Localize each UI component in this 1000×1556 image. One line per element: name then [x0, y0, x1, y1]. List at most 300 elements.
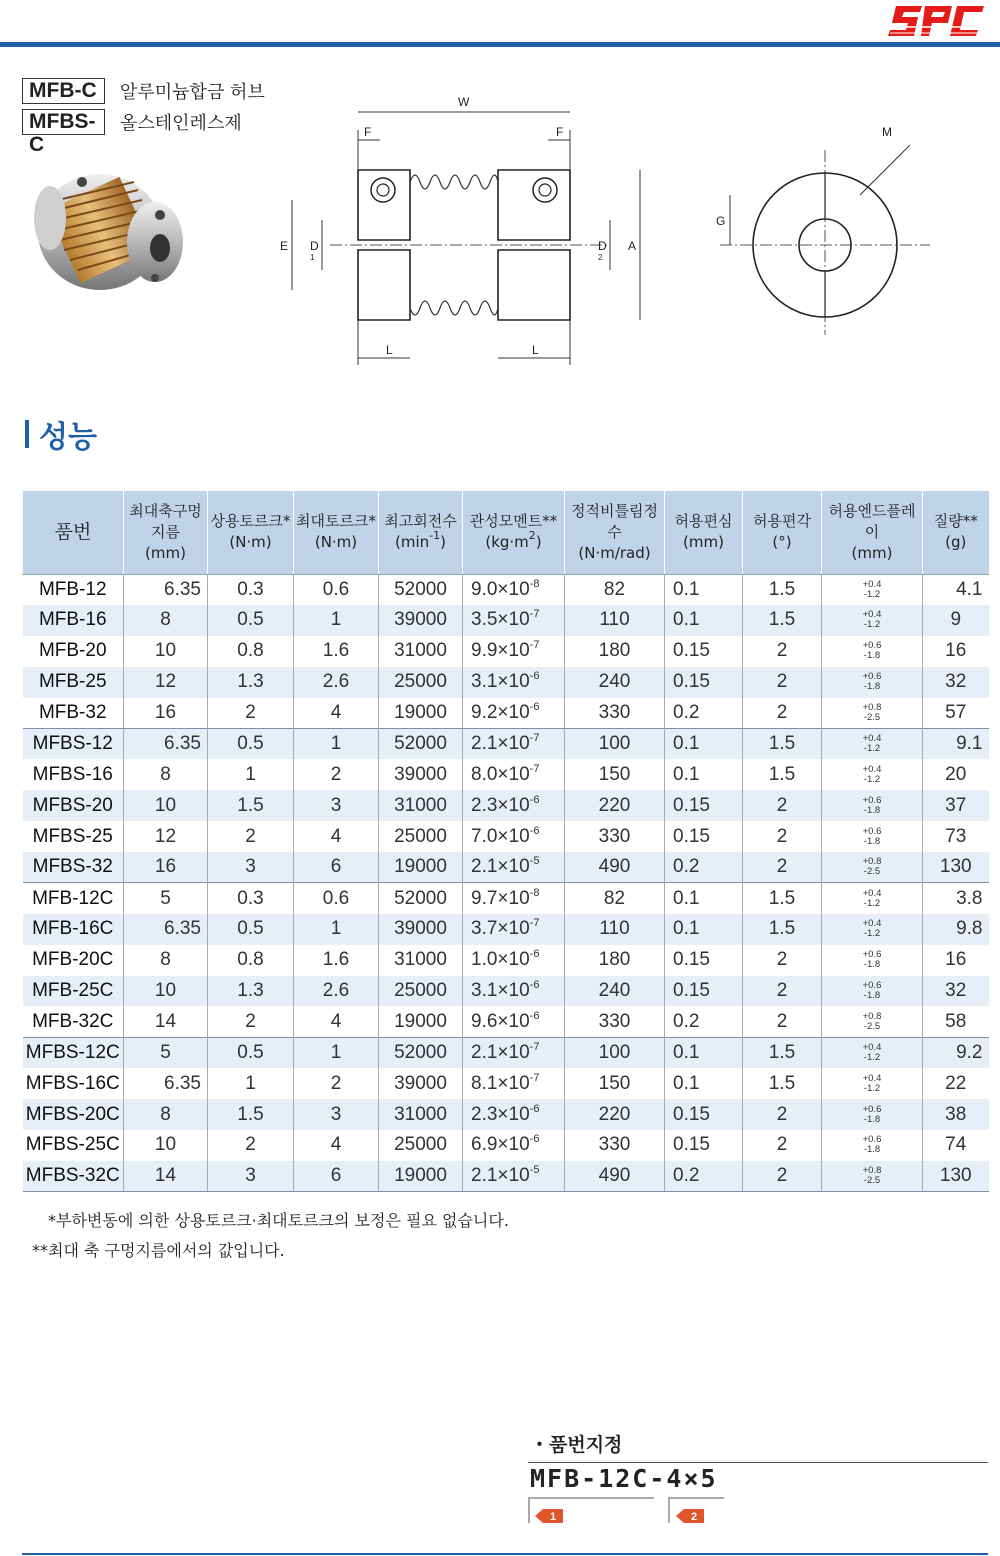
- inertia-times: ×10: [497, 794, 530, 816]
- table-row: [23, 1037, 989, 1068]
- part-number-cell: MFB-20: [38, 640, 107, 662]
- max-bore-cell: 6.35: [124, 1068, 208, 1099]
- table-row: [23, 945, 989, 976]
- tolerance-plus: +0.8: [862, 1165, 882, 1177]
- inertia-cell: [463, 945, 565, 976]
- max-speed-cell: 39000: [379, 914, 463, 945]
- column-header-unit: [208, 532, 293, 553]
- inertia-mantissa: 3.7: [471, 918, 498, 940]
- max-speed-cell: 31000: [379, 790, 463, 821]
- part-number-cell: MFBS-32C: [23, 1161, 124, 1192]
- section-bar: [25, 420, 29, 448]
- max-torque-cell: 1: [294, 914, 379, 945]
- section-performance: [25, 414, 97, 454]
- max-speed-cell: 52000: [379, 883, 463, 914]
- column-header-unit: [822, 543, 922, 564]
- column-header: [294, 491, 379, 574]
- inertia-times: ×10: [497, 640, 530, 662]
- tag-1-label: 1: [549, 1511, 557, 1523]
- max-speed-cell: 19000: [379, 1161, 463, 1192]
- table-row: [23, 759, 989, 790]
- max-bore-cell: 5: [124, 883, 208, 914]
- eccentricity-cell: 0.2: [665, 1006, 743, 1037]
- eccentricity-cell: 0.2: [665, 852, 743, 883]
- stiffness-cell: 110: [565, 914, 665, 945]
- tolerance-minus: -1.2: [863, 897, 881, 909]
- tolerance-plus: +0.6: [862, 949, 882, 961]
- label-f1: F: [364, 125, 372, 139]
- tolerance-minus: -1.2: [863, 1082, 881, 1094]
- angle-cell: 2: [743, 790, 822, 821]
- part-number-cell: MFB-32: [38, 701, 107, 723]
- angle-cell: 1.5: [743, 574, 822, 605]
- table-row: [23, 1006, 989, 1037]
- table-row: [23, 667, 989, 698]
- tolerance-minus: -1.8: [863, 1144, 881, 1156]
- column-header-title: 허용편심: [674, 512, 733, 531]
- angle-cell: 2: [743, 698, 822, 729]
- mass-cell: 32: [923, 976, 989, 1007]
- column-header-unit: [565, 543, 664, 564]
- inertia-exponent: -8: [529, 886, 540, 899]
- max-speed-cell: 25000: [379, 667, 463, 698]
- inertia-cell: [463, 605, 565, 636]
- column-header-unit: [294, 532, 378, 553]
- tolerance: [863, 1043, 882, 1063]
- table-row: [23, 1068, 989, 1099]
- part-number-cell: MFBS-25: [32, 825, 113, 847]
- part-number-cell: MFB-16C: [23, 914, 124, 945]
- mass-cell: 9.2: [923, 1037, 989, 1068]
- tag-1-icon: [535, 1509, 563, 1523]
- max-bore-cell: 12: [124, 667, 208, 698]
- angle-cell: 1.5: [743, 914, 822, 945]
- max-speed-cell: 39000: [379, 759, 463, 790]
- stiffness-cell: 150: [565, 759, 665, 790]
- max-torque-cell: 3: [294, 1099, 379, 1130]
- inertia-exponent: -6: [529, 700, 540, 713]
- label-m: M: [882, 125, 892, 139]
- end-play-cell: [822, 636, 923, 667]
- max-bore-cell: 8: [124, 1099, 208, 1130]
- eccentricity-cell: 0.1: [665, 1037, 743, 1068]
- table-body: [23, 574, 989, 1192]
- max-torque-cell: 4: [294, 821, 379, 852]
- tolerance-plus: +0.6: [862, 1103, 882, 1115]
- stiffness-cell: 490: [565, 1161, 665, 1192]
- inertia-mantissa: 2.1: [471, 733, 498, 755]
- part-number-cell: MFBS-12C: [23, 1037, 124, 1068]
- inertia-exponent: -6: [529, 793, 540, 806]
- inertia-times: ×10: [497, 733, 530, 755]
- inertia-cell: [463, 1006, 565, 1037]
- unit-text: (N·m): [229, 533, 272, 552]
- tolerance-plus: +0.4: [862, 887, 882, 899]
- max-speed-cell: 31000: [379, 636, 463, 667]
- eccentricity-cell: 0.1: [665, 883, 743, 914]
- tolerance-plus: +0.4: [862, 609, 882, 621]
- column-header-title: 최대축구멍지름: [129, 501, 202, 541]
- mass-cell: 4.1: [923, 574, 989, 605]
- tolerance-plus: +0.8: [862, 856, 882, 868]
- mass-cell: 3.8: [923, 883, 989, 914]
- angle-cell: 2: [743, 852, 822, 883]
- stiffness-cell: 490: [565, 852, 665, 883]
- rated-torque-cell: 0.5: [208, 914, 294, 945]
- end-play-cell: [822, 914, 923, 945]
- tolerance: [863, 1012, 882, 1032]
- rated-torque-cell: 0.5: [208, 605, 294, 636]
- max-speed-cell: 39000: [379, 605, 463, 636]
- dimension-drawing: [270, 90, 970, 380]
- inertia-exponent: -7: [529, 1071, 540, 1084]
- max-speed-cell: 19000: [379, 698, 463, 729]
- angle-cell: 1.5: [743, 883, 822, 914]
- inertia-times: ×10: [497, 856, 530, 878]
- label-l1: L: [386, 343, 393, 357]
- part-number-cell: MFBS-25C: [25, 1134, 120, 1156]
- unit-text: (N·m/rad): [578, 543, 651, 562]
- end-play-cell: [822, 574, 923, 605]
- tolerance-minus: -1.8: [863, 804, 881, 816]
- rated-torque-cell: 0.8: [208, 636, 294, 667]
- bracket-1-top: [528, 1497, 654, 1499]
- max-bore-cell: 10: [124, 790, 208, 821]
- stiffness-cell: 82: [565, 574, 665, 605]
- column-header: [124, 491, 208, 574]
- tolerance-minus: -1.8: [863, 650, 881, 662]
- stiffness-cell: 330: [565, 1006, 665, 1037]
- angle-cell: 2: [743, 1161, 822, 1192]
- mass-cell: 22: [923, 1068, 989, 1099]
- part-number-cell: MFB-16: [23, 605, 124, 636]
- eccentricity-cell: 0.1: [665, 1068, 743, 1099]
- rated-torque-cell: 3: [208, 852, 294, 883]
- inertia-cell: [463, 1130, 565, 1161]
- part-number-cell: MFB-12C: [23, 883, 124, 914]
- max-torque-cell: 1.6: [294, 945, 379, 976]
- inertia-mantissa: 9.2: [471, 701, 498, 723]
- model-desc-aluminium: 알루미늄합금 허브: [120, 82, 265, 103]
- max-bore-cell: 6.35: [124, 914, 208, 945]
- tag-2-label: 2: [690, 1511, 698, 1523]
- max-bore-cell: 5: [124, 1037, 208, 1068]
- ordering-rule: [528, 1462, 988, 1463]
- max-bore-cell: 16: [124, 698, 208, 729]
- unit-text: (kg·m: [485, 533, 529, 552]
- end-play-cell: [822, 1037, 923, 1068]
- stiffness-cell: 220: [565, 790, 665, 821]
- max-speed-cell: 31000: [379, 945, 463, 976]
- inertia-mantissa: 2.3: [471, 794, 498, 816]
- tolerance-plus: +0.6: [862, 671, 882, 683]
- max-bore-cell: 6.35: [124, 574, 208, 605]
- end-play-cell: [822, 1068, 923, 1099]
- inertia-times: ×10: [497, 918, 530, 940]
- bracket-1: [528, 1497, 530, 1523]
- tolerance: [863, 641, 882, 661]
- part-number-cell: MFBS-12: [23, 728, 124, 759]
- tolerance-plus: +0.4: [862, 918, 882, 930]
- unit-end: ): [535, 533, 542, 552]
- max-torque-cell: 1: [294, 605, 379, 636]
- max-torque-cell: 0.6: [294, 883, 379, 914]
- end-play-cell: [822, 945, 923, 976]
- bracket-2-top: [668, 1497, 724, 1499]
- inertia-mantissa: 9.6: [471, 1010, 498, 1032]
- inertia-mantissa: 8.1: [471, 1072, 498, 1094]
- stiffness-cell: 240: [565, 667, 665, 698]
- angle-cell: 1.5: [743, 759, 822, 790]
- inertia-times: ×10: [497, 578, 530, 600]
- header-row: [23, 491, 989, 574]
- max-speed-cell: 25000: [379, 1130, 463, 1161]
- mass-cell: 130: [923, 1161, 989, 1192]
- tolerance-minus: -1.2: [863, 743, 881, 755]
- column-header-title: 최대토르크*: [296, 512, 376, 531]
- top-rule: [0, 42, 1000, 47]
- unit-text: (mm): [145, 543, 186, 562]
- tolerance: [863, 950, 882, 970]
- eccentricity-cell: 0.15: [665, 790, 743, 821]
- max-torque-cell: 2.6: [294, 976, 379, 1007]
- end-play-cell: [822, 728, 923, 759]
- rated-torque-cell: 1: [208, 759, 294, 790]
- tolerance-minus: -2.5: [863, 866, 881, 878]
- max-bore-cell: 14: [124, 1006, 208, 1037]
- mass-cell: 9.8: [923, 914, 989, 945]
- inertia-mantissa: 3.1: [471, 980, 498, 1002]
- part-number-cell: MFBS-16C: [25, 1072, 120, 1094]
- max-speed-cell: 25000: [379, 821, 463, 852]
- inertia-times: ×10: [497, 763, 530, 785]
- mass-cell: 16: [923, 636, 989, 667]
- max-bore-cell: 8: [124, 605, 208, 636]
- tolerance-plus: +0.4: [862, 733, 882, 745]
- max-torque-cell: 6: [294, 1161, 379, 1192]
- tolerance-plus: +0.4: [862, 578, 882, 590]
- tolerance-minus: -1.2: [863, 619, 881, 631]
- max-torque-cell: 1: [294, 1037, 379, 1068]
- inertia-cell: [463, 728, 565, 759]
- column-header-unit: [379, 529, 462, 553]
- tolerance-minus: -1.8: [863, 959, 881, 971]
- stiffness-cell: 240: [565, 976, 665, 1007]
- inertia-exponent: -7: [529, 1041, 540, 1054]
- table-row: [23, 698, 989, 729]
- inertia-times: ×10: [497, 1042, 530, 1064]
- spc-logo: [888, 0, 988, 42]
- table-row: [23, 1099, 989, 1130]
- model-code-mfb-c: MFB-C: [22, 78, 105, 104]
- label-w: W: [458, 95, 470, 109]
- tolerance-plus: +0.8: [862, 1010, 882, 1022]
- stiffness-cell: 82: [565, 883, 665, 914]
- inertia-cell: [463, 976, 565, 1007]
- rated-torque-cell: 3: [208, 1161, 294, 1192]
- table-row: [23, 976, 989, 1007]
- inertia-exponent: -7: [529, 608, 540, 621]
- tag-2-icon: [676, 1509, 704, 1523]
- inertia-mantissa: 1.0: [471, 949, 498, 971]
- rated-torque-cell: 1.3: [208, 976, 294, 1007]
- inertia-cell: [463, 574, 565, 605]
- inertia-cell: [463, 1099, 565, 1130]
- label-l2: L: [532, 343, 539, 357]
- eccentricity-cell: 0.1: [665, 574, 743, 605]
- rated-torque-cell: 2: [208, 1006, 294, 1037]
- tolerance-minus: -1.8: [863, 1113, 881, 1125]
- mass-cell: 130: [923, 852, 989, 883]
- end-play-cell: [822, 1161, 923, 1192]
- bottom-rule: [22, 1553, 988, 1555]
- inertia-cell: [463, 883, 565, 914]
- tolerance-plus: +0.8: [862, 701, 882, 713]
- angle-cell: 2: [743, 976, 822, 1007]
- tolerance: [863, 1105, 882, 1125]
- end-play-cell: [822, 976, 923, 1007]
- table-head: [23, 491, 989, 574]
- end-play-cell: [822, 790, 923, 821]
- unit-text: (g): [945, 533, 967, 552]
- label-d1: D: [310, 239, 319, 253]
- tolerance: [863, 796, 882, 816]
- max-bore-cell: 10: [124, 976, 208, 1007]
- stiffness-cell: 330: [565, 1130, 665, 1161]
- table-row: [23, 1161, 989, 1192]
- label-d2-sub: 2: [598, 253, 603, 262]
- tolerance: [863, 580, 882, 600]
- column-header: [665, 491, 743, 574]
- inertia-exponent: -6: [529, 824, 540, 837]
- tolerance-minus: -1.2: [863, 773, 881, 785]
- mass-cell: 20: [923, 759, 989, 790]
- inertia-cell: [463, 667, 565, 698]
- angle-cell: 2: [743, 821, 822, 852]
- mass-cell: 58: [923, 1006, 989, 1037]
- inertia-mantissa: 2.1: [471, 1165, 498, 1187]
- column-header: [743, 491, 822, 574]
- inertia-times: ×10: [497, 949, 530, 971]
- tolerance: [863, 889, 882, 909]
- column-header-unit: [124, 543, 207, 564]
- inertia-exponent: -6: [529, 948, 540, 961]
- tolerance-minus: -1.8: [863, 835, 881, 847]
- inertia-cell: [463, 1068, 565, 1099]
- unit-text: (mm): [683, 533, 724, 552]
- end-play-cell: [822, 883, 923, 914]
- label-d1-sub: 1: [310, 253, 315, 262]
- label-g: G: [716, 214, 726, 228]
- eccentricity-cell: 0.1: [665, 605, 743, 636]
- eccentricity-cell: 0.15: [665, 636, 743, 667]
- inertia-times: ×10: [497, 1103, 530, 1125]
- column-header-unit: [743, 532, 821, 553]
- inertia-mantissa: 3.1: [471, 671, 498, 693]
- table-row: [23, 1130, 989, 1161]
- inertia-times: ×10: [497, 887, 530, 909]
- tolerance-minus: -2.5: [863, 711, 881, 723]
- inertia-exponent: -7: [529, 917, 540, 930]
- mass-cell: 9.1: [923, 728, 989, 759]
- mass-cell: 16: [923, 945, 989, 976]
- end-play-cell: [822, 1006, 923, 1037]
- angle-cell: 2: [743, 1099, 822, 1130]
- inertia-mantissa: 2.1: [471, 1042, 498, 1064]
- stiffness-cell: 100: [565, 728, 665, 759]
- eccentricity-cell: 0.15: [665, 976, 743, 1007]
- tolerance: [863, 765, 882, 785]
- tolerance: [863, 919, 882, 939]
- bracket-2: [668, 1497, 670, 1523]
- max-speed-cell: 31000: [379, 1099, 463, 1130]
- column-header-title: 허용편각: [753, 512, 811, 531]
- max-speed-cell: 52000: [379, 1037, 463, 1068]
- unit-superscript: 2: [528, 529, 536, 543]
- mass-cell: 74: [923, 1130, 989, 1161]
- tolerance: [863, 1074, 882, 1094]
- max-torque-cell: 2: [294, 1068, 379, 1099]
- inertia-times: ×10: [497, 609, 530, 631]
- label-d2: D: [598, 239, 607, 253]
- rated-torque-cell: 0.3: [208, 883, 294, 914]
- table-row: [23, 852, 989, 883]
- inertia-exponent: -6: [529, 979, 540, 992]
- tolerance-minus: -1.8: [863, 990, 881, 1001]
- rated-torque-cell: 1.5: [208, 790, 294, 821]
- eccentricity-cell: 0.2: [665, 1161, 743, 1192]
- inertia-times: ×10: [497, 980, 530, 1002]
- inertia-exponent: -6: [529, 1102, 540, 1115]
- max-torque-cell: 6: [294, 852, 379, 883]
- max-bore-cell: 8: [124, 945, 208, 976]
- tolerance: [863, 610, 882, 630]
- inertia-exponent: -8: [529, 577, 540, 590]
- max-torque-cell: 0.6: [294, 574, 379, 605]
- max-bore-cell: 12: [124, 821, 208, 852]
- end-play-cell: [822, 1130, 923, 1161]
- inertia-mantissa: 9.9: [471, 640, 498, 662]
- rated-torque-cell: 0.5: [208, 728, 294, 759]
- column-header: [379, 491, 463, 574]
- column-header: [923, 491, 989, 574]
- angle-cell: 2: [743, 636, 822, 667]
- inertia-mantissa: 3.5: [471, 609, 498, 631]
- unit-text: (°): [772, 533, 792, 552]
- max-speed-cell: 25000: [379, 976, 463, 1007]
- table-row: [23, 574, 989, 605]
- angle-cell: 1.5: [743, 1068, 822, 1099]
- max-bore-cell: 16: [124, 852, 208, 883]
- stiffness-cell: 180: [565, 636, 665, 667]
- column-header: [822, 491, 923, 574]
- inertia-cell: [463, 914, 565, 945]
- rated-torque-cell: 0.5: [208, 1037, 294, 1068]
- inertia-cell: [463, 636, 565, 667]
- part-number-cell: MFB-25: [23, 667, 124, 698]
- angle-cell: 2: [743, 1130, 822, 1161]
- rated-torque-cell: 2: [208, 698, 294, 729]
- part-number-cell: MFBS-32: [23, 852, 124, 883]
- end-play-cell: [822, 1099, 923, 1130]
- angle-cell: 2: [743, 945, 822, 976]
- unit-text: (N·m): [314, 533, 358, 552]
- label-f2: F: [556, 125, 564, 139]
- eccentricity-cell: 0.1: [665, 914, 743, 945]
- stiffness-cell: 110: [565, 605, 665, 636]
- inertia-times: ×10: [497, 1010, 530, 1032]
- column-header-title: 최고회전수: [384, 512, 457, 531]
